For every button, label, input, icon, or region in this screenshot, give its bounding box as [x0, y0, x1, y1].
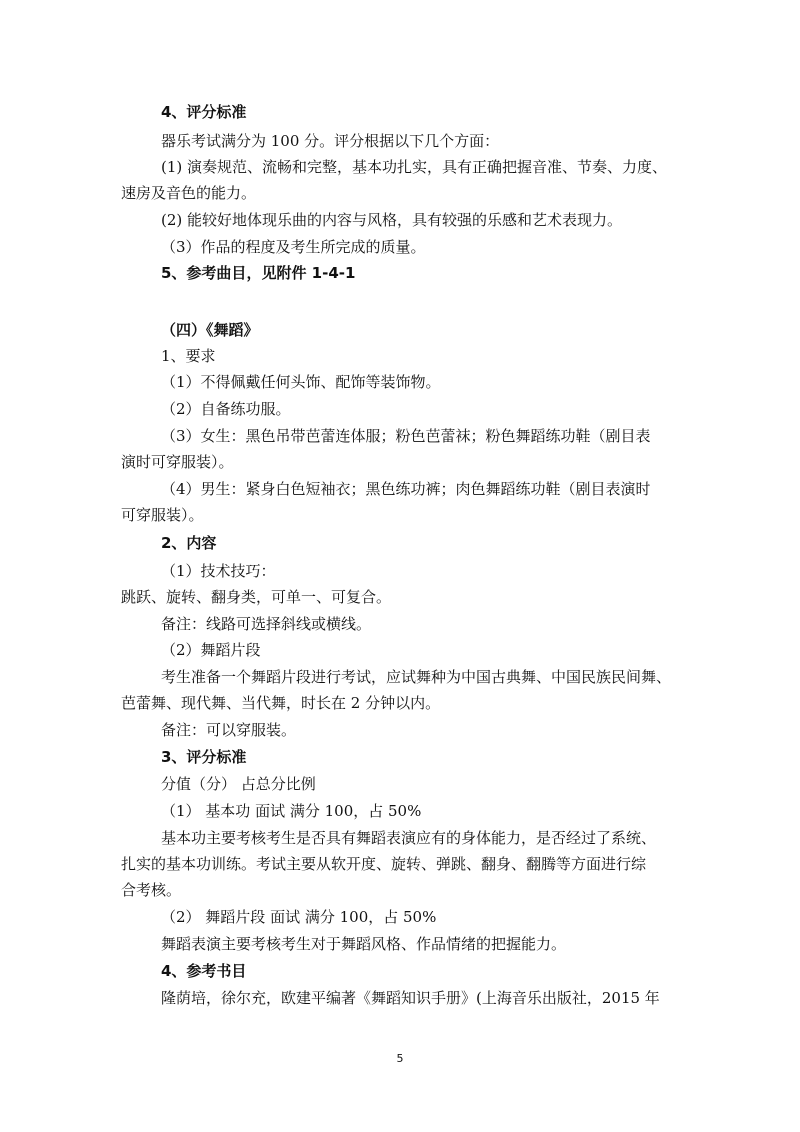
paragraph: (1) 演奏规范、流畅和完整，基本功扎实，具有正确把握音准、节奏、力度、	[161, 158, 668, 176]
paragraph: （2）舞蹈片段	[161, 641, 261, 659]
paragraph: （3）女生：黑色吊带芭蕾连体服；粉色芭蕾袜；粉色舞蹈练功鞋（剧目表	[161, 427, 651, 445]
paragraph: 隆荫培，徐尔充，欧建平编著《舞蹈知识手册》(上海音乐出版社，2015 年	[161, 989, 660, 1007]
paragraph: （1） 基本功 面试 满分 100，占 50%	[161, 802, 422, 820]
paragraph: （3）作品的程度及考生所完成的质量。	[161, 238, 426, 256]
subsection-title: 1、要求	[161, 347, 216, 365]
paragraph: 考生准备一个舞蹈片段进行考试，应试舞种为中国古典舞、中国民族民间舞、	[161, 668, 672, 686]
section-4-title: 4、评分标准	[161, 103, 247, 121]
paragraph: （1）技术技巧：	[161, 562, 276, 580]
content-title: 2、内容	[161, 534, 217, 552]
paragraph: （2） 舞蹈片段 面试 满分 100，占 50%	[161, 908, 437, 926]
paragraph: 器乐考试满分为 100 分。评分根据以下几个方面：	[161, 132, 500, 150]
paragraph: 跳跃、旋转、翻身类，可单一、可复合。	[121, 588, 392, 606]
paragraph: （1）不得佩戴任何头饰、配饰等装饰物。	[161, 373, 441, 391]
paragraph: 扎实的基本功训练。考试主要从软开度、旋转、弹跳、翻身、翻腾等方面进行综	[121, 855, 647, 873]
page-number: 5	[396, 1052, 404, 1065]
paragraph: 舞蹈表演主要考核考生对于舞蹈风格、作品情绪的把握能力。	[161, 935, 567, 953]
paragraph: 基本功主要考核考生是否具有舞蹈表演应有的身体能力，是否经过了系统、	[161, 829, 657, 847]
paragraph: 芭蕾舞、现代舞、当代舞，时长在 2 分钟以内。	[121, 694, 441, 712]
paragraph: （4）男生：紧身白色短袖衣；黑色练功裤；肉色舞蹈练功鞋（剧目表演时	[161, 480, 651, 498]
paragraph: 备注：可以穿服装。	[161, 721, 297, 739]
paragraph: 备注：线路可选择斜线或横线。	[161, 615, 372, 633]
paragraph: (2) 能较好地体现乐曲的内容与风格，具有较强的乐感和艺术表现力。	[161, 211, 623, 229]
paragraph: 分值（分） 占总分比例	[161, 775, 316, 793]
score-title: 3、评分标准	[161, 748, 247, 766]
paragraph: 合考核。	[121, 881, 182, 899]
paragraph: 可穿服装）。	[121, 506, 204, 524]
paragraph: （2）自备练功服。	[161, 400, 291, 418]
dance-section-title: （四）《舞蹈》	[161, 321, 259, 339]
paragraph: 演时可穿服装）。	[121, 453, 234, 471]
paragraph: 速房及音色的能力。	[121, 184, 257, 202]
reference-title: 4、参考书目	[161, 962, 247, 980]
section-5-title: 5、参考曲目，见附件 1-4-1	[161, 264, 356, 282]
